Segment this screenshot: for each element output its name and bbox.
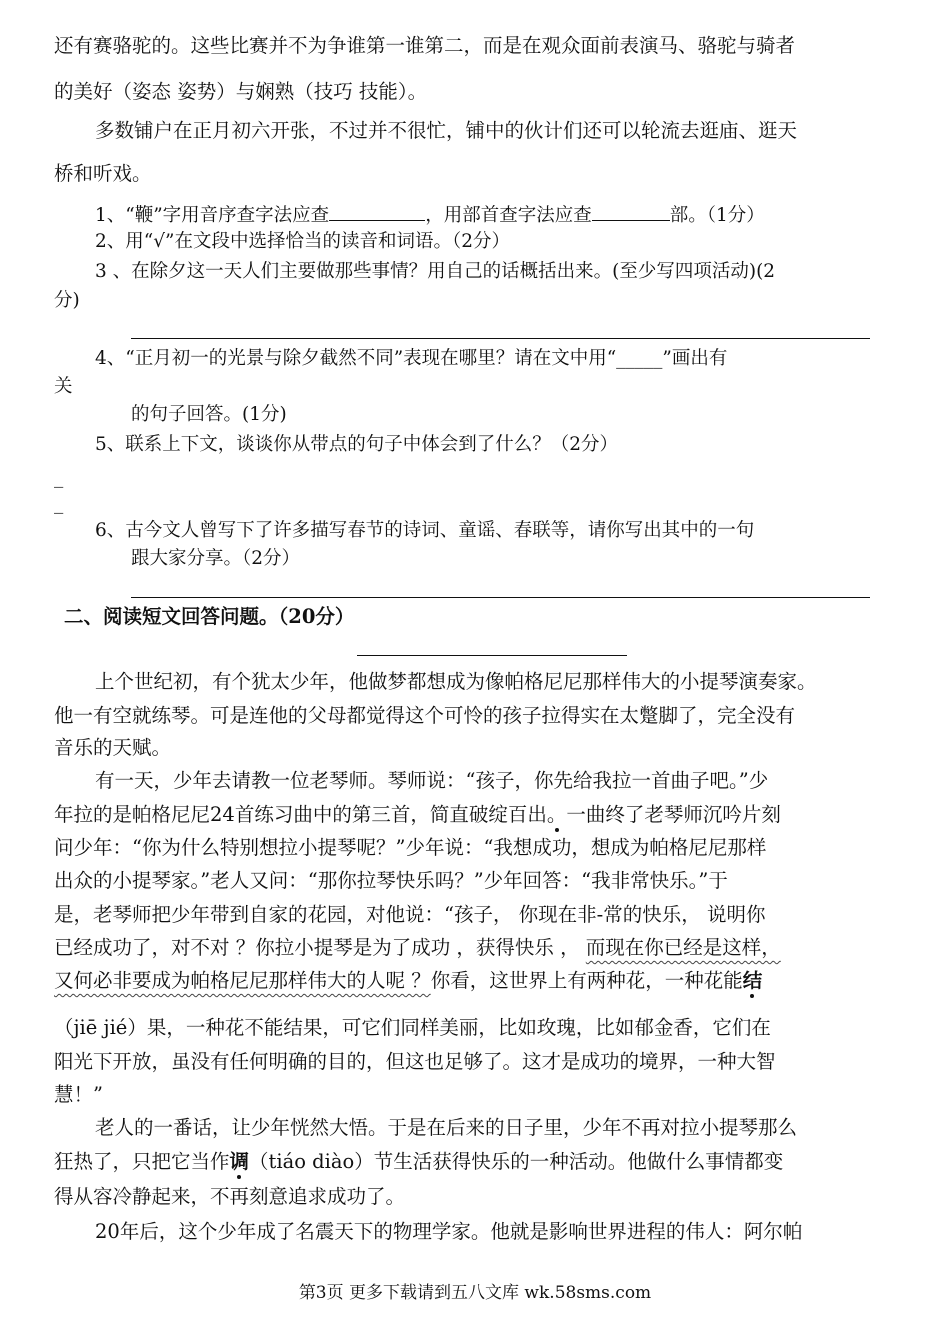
text-line: （jiē jié）果，一种花不能结果，可它们同样美丽，比如玫瑰，比如郁金香，它们在 <box>54 1016 771 1039</box>
text-line <box>54 1148 783 1176</box>
q1-text-a: 1、“鞭”字用音序查字法应查 <box>95 205 330 226</box>
text-span: （tiáo diào）节生活获得快乐的一种活动。他做什么事情都变 <box>249 1150 784 1173</box>
text-line: 他一有空就练琴。可是连他的父母都觉得这个可怜的孩子拉得实在太蹩脚了，完全没有 <box>54 704 796 727</box>
section-heading: 二、阅读短文回答问题。（20分） <box>64 605 355 628</box>
wavy-underlined-sentence: 而现在你已经是这样， <box>585 936 781 959</box>
q4-text-a: 4、“正月初一的光景与除夕截然不同”表现在哪里？请在文中用“ <box>95 348 617 369</box>
text-line: 上个世纪初，有个犹太少年，他做梦都想成为像帕格尼尼那样伟大的小提琴演奏家。 <box>95 670 817 693</box>
page-footer: 第3页 更多下载请到五八文库 wk.58sms.com <box>298 1283 652 1303</box>
text-line: 慧！” <box>54 1083 103 1106</box>
question-1 <box>95 200 765 230</box>
answer-line[interactable] <box>131 338 870 339</box>
answer-line[interactable] <box>131 597 870 598</box>
q1-text-c: 部。（1分） <box>669 205 765 226</box>
text-line: 得从容冷静起来，不再刻意追求成功了。 <box>54 1185 406 1208</box>
text-span: 一曲终了老琴师沉吟片刻 <box>566 803 781 826</box>
question-5: 5、联系上下文，谈谈你从带点的句子中体会到了什么？（2分） <box>95 434 619 455</box>
q4-blank: _____ <box>616 348 663 369</box>
text-line <box>54 967 762 995</box>
text-line: 20年后，这个少年成了名震天下的物理学家。他就是影响世界进程的伟人：阿尔帕 <box>95 1220 803 1243</box>
wavy-underlined-sentence: 又何必非要成为帕格尼尼那样伟大的人呢 ？ <box>54 969 431 992</box>
question-3: 3 、在除夕这一天人们主要做那些事情？用自己的话概括出来。(至少写四项活动)(2 <box>95 261 776 282</box>
text-line: 还有赛骆驼的。这些比赛并不为争谁第一谁第二，而是在观众面前表演马、骆驼与骑者 <box>54 34 796 57</box>
text-line: 多数铺户在正月初六开张，不过并不很忙，铺中的伙计们还可以轮流去逛庙、逛天 <box>95 119 798 142</box>
text-line <box>54 801 781 829</box>
question-6-cont: 跟大家分享。（2分） <box>131 548 301 569</box>
text-line: 有一天，少年去请教一位老琴师。琴师说：“孩子，你先给我拉一首曲子吧。”少 <box>95 769 769 792</box>
text-span: 年拉的是帕格尼尼24首练习曲中的第三首，简直破绽百出 <box>54 803 547 826</box>
dotted-char: 结 <box>742 969 763 992</box>
text-line: 老人的一番话，让少年恍然大悟。于是在后来的日子里，少年不再对拉小提琴那么 <box>95 1116 798 1139</box>
text-span: 你看，这世界上有两种花，一种花能 <box>430 969 743 992</box>
text-line: 阳光下开放，虽没有任何明确的目的，但这也足够了。这才是成功的境界，一种大智 <box>54 1050 776 1073</box>
text-line: 的美好（姿态 姿势）与娴熟（技巧 技能）。 <box>54 80 428 103</box>
text-line: 问少年：“你为什么特别想拉小提琴呢？”少年说：“我想成功，想成为帕格尼尼那样 <box>54 836 767 859</box>
question-6: 6、古今文人曾写下了许多描写春节的诗词、童谣、春联等，请你写出其中的一句 <box>95 520 755 541</box>
text-line: 出众的小提琴家。”老人又问：“那你拉琴快乐吗？”少年回答：“我非常快乐。”于 <box>54 869 728 892</box>
text-line: 是，老琴师把少年带到自家的花园，对他说：“孩子， 你现在非-常的快乐， 说明你 <box>54 903 766 926</box>
question-2: 2、用“√”在文段中选择恰当的读音和词语。（2分） <box>95 231 510 252</box>
question-3-cont: 分) <box>54 290 80 311</box>
text-span: 已经成功了，对不对 ？你拉小提琴是为了成功 ，获得快乐 ， <box>54 936 586 959</box>
q4-text-b: ”画出有 <box>662 348 728 369</box>
question-4 <box>95 345 727 373</box>
dotted-char: 。 <box>546 803 567 826</box>
question-4-cont: 的句子回答。(1分) <box>131 404 287 425</box>
text-line <box>54 934 781 962</box>
text-span: 狂热了，只把它当作 <box>54 1150 230 1173</box>
answer-mark: _ <box>54 493 64 514</box>
dotted-char: 调 <box>229 1150 250 1173</box>
answer-blank[interactable] <box>592 200 670 221</box>
answer-blank[interactable] <box>329 200 425 221</box>
q1-text-b: ，用部首查字法应查 <box>425 205 592 226</box>
text-line: 桥和听戏。 <box>54 162 152 185</box>
answer-mark: _ <box>54 467 64 488</box>
title-blank-line[interactable] <box>357 655 627 656</box>
question-4-cont: 关 <box>54 376 73 397</box>
text-line: 音乐的天赋。 <box>54 736 172 759</box>
